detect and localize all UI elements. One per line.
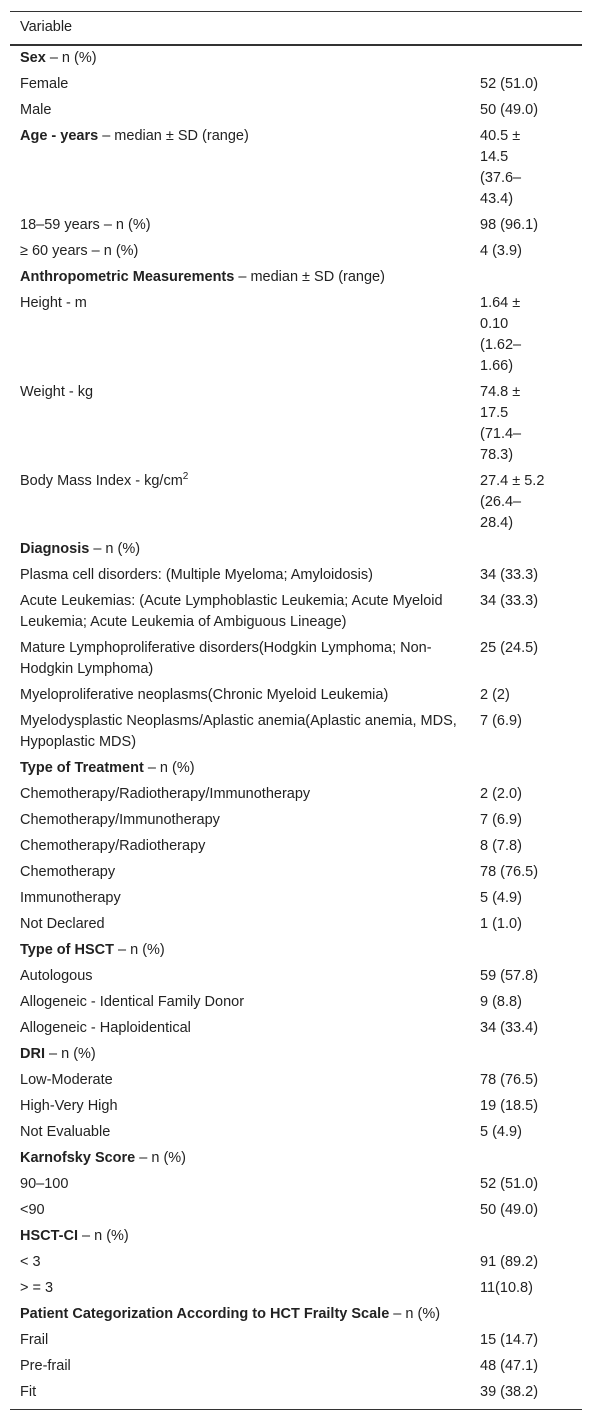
- row-label-text: Allogeneic - Identical Family Donor: [20, 994, 245, 1010]
- row-label-text: Female: [20, 76, 69, 92]
- section-unit: – n (%): [389, 1306, 441, 1322]
- row-label: [10, 1276, 470, 1302]
- row-label-text: Myelodysplastic Neoplasms/Aplastic anemia(Aplastic anemia, MDS, Hypoplastic MDS): [20, 713, 457, 750]
- section-title: Sex: [20, 50, 46, 66]
- table-row: [10, 1354, 582, 1380]
- table-row: [10, 964, 582, 990]
- row-value: 48 (47.1): [480, 1358, 539, 1374]
- table-header: [10, 12, 582, 46]
- table-row: [10, 589, 582, 636]
- section-row: [10, 938, 582, 964]
- row-value: 78 (76.5): [480, 864, 539, 880]
- section-row: [10, 1302, 582, 1328]
- value-line: 17.5: [480, 405, 509, 421]
- value-line: 27.4 ± 5.2: [480, 473, 545, 489]
- row-value: 78 (76.5): [480, 1072, 539, 1088]
- section-unit: – median ± SD (range): [234, 269, 385, 285]
- row-label-text: Fit: [20, 1384, 37, 1400]
- table-row: [10, 860, 582, 886]
- row-value: [470, 1224, 582, 1250]
- row-label-text: 18–59 years – n (%): [20, 217, 151, 233]
- row-label: [10, 239, 470, 265]
- value-line: (26.4–: [480, 494, 522, 510]
- row-value: 98 (96.1): [480, 217, 539, 233]
- table-row: [10, 886, 582, 912]
- table-row: [10, 636, 582, 683]
- row-label-text: Plasma cell disorders: (Multiple Myeloma; Amyloidosis): [20, 567, 373, 583]
- row-label-text: Acute Leukemias: (Acute Lymphoblastic Leukemia; Acute Myeloid Leukemia; Acute Leukemia of Ambiguous Lineage): [20, 593, 443, 630]
- row-label-text: Mature Lymphoproliferative disorders(Hodgkin Lymphoma; Non-Hodgkin Lymphoma): [20, 640, 432, 677]
- row-label-text: ≥ 60 years – n (%): [20, 243, 139, 259]
- row-label: [10, 98, 470, 124]
- row-value: [470, 1042, 582, 1068]
- row-value: 2 (2): [480, 687, 510, 703]
- table-row: [10, 291, 582, 380]
- row-label-text: Allogeneic - Haploidentical: [20, 1020, 191, 1036]
- row-label: [10, 589, 470, 636]
- row-value: 34 (33.4): [480, 1020, 539, 1036]
- row-value: [470, 45, 582, 72]
- section-label: [10, 45, 470, 72]
- section-unit: – n (%): [78, 1228, 129, 1244]
- table-row: [10, 709, 582, 756]
- row-label-text: Myeloproliferative neoplasms(Chronic Myeloid Leukemia): [20, 687, 389, 703]
- row-label-text: Frail: [20, 1332, 49, 1348]
- value-line: 28.4): [480, 515, 514, 531]
- table-row: [10, 1016, 582, 1042]
- section-row: [10, 1224, 582, 1250]
- table-body: [10, 45, 582, 1410]
- row-label-text: < 3: [20, 1254, 41, 1270]
- row-label-text: Chemotherapy/Radiotherapy: [20, 838, 206, 854]
- section-title: Anthropometric Measurements: [20, 269, 235, 285]
- row-value: 52 (51.0): [480, 76, 539, 92]
- table-row: [10, 808, 582, 834]
- row-label-text: 90–100: [20, 1176, 69, 1192]
- row-label: [10, 1354, 470, 1380]
- row-value: 7 (6.9): [480, 713, 522, 729]
- patient-characteristics-table: [10, 11, 582, 1410]
- row-value: [470, 291, 582, 380]
- row-value: 91 (89.2): [480, 1254, 539, 1270]
- value-line: 40.5 ±: [480, 128, 521, 144]
- table-row: [10, 1172, 582, 1198]
- section-unit: – n (%): [135, 1150, 187, 1166]
- section-label: [10, 124, 470, 213]
- row-value: [470, 265, 582, 291]
- row-value: 34 (33.3): [480, 567, 539, 583]
- row-value: [470, 469, 582, 537]
- row-label: [10, 469, 470, 537]
- row-value: 50 (49.0): [480, 1202, 539, 1218]
- value-line: 43.4): [480, 191, 514, 207]
- value-line: (37.6–: [480, 170, 522, 186]
- row-label-text: Immunotherapy: [20, 890, 121, 906]
- table-row: [10, 380, 582, 469]
- section-title: DRI: [20, 1046, 45, 1062]
- row-label: [10, 990, 470, 1016]
- row-label: [10, 1120, 470, 1146]
- row-value: 50 (49.0): [480, 102, 539, 118]
- row-label: [10, 1172, 470, 1198]
- section-label: [10, 1146, 470, 1172]
- table-row: [10, 469, 582, 537]
- section-label: [10, 1302, 582, 1328]
- table-row: [10, 1094, 582, 1120]
- value-line: 78.3): [480, 447, 514, 463]
- row-label: [10, 886, 470, 912]
- section-title: Karnofsky Score: [20, 1150, 136, 1166]
- row-value: [470, 537, 582, 563]
- table-row: [10, 782, 582, 808]
- row-label: [10, 1198, 470, 1224]
- row-label: [10, 834, 470, 860]
- table-row: [10, 683, 582, 709]
- row-label-text: Body Mass Index - kg/cm: [20, 473, 183, 489]
- row-value: 4 (3.9): [480, 243, 522, 259]
- row-label-text: Male: [20, 102, 52, 118]
- row-label: [10, 563, 470, 589]
- section-title: Diagnosis: [20, 541, 90, 557]
- value-line: 14.5: [480, 149, 509, 165]
- row-label: [10, 964, 470, 990]
- section-label: [10, 756, 470, 782]
- row-label-text: High-Very High: [20, 1098, 118, 1114]
- row-value: 34 (33.3): [480, 593, 539, 609]
- row-value: 52 (51.0): [480, 1176, 539, 1192]
- row-label: [10, 808, 470, 834]
- table-row: [10, 1276, 582, 1302]
- row-label: [10, 1380, 470, 1410]
- section-unit: – n (%): [113, 942, 165, 958]
- table-row: [10, 213, 582, 239]
- row-label-text: Weight - kg: [20, 384, 94, 400]
- row-label-text: Chemotherapy: [20, 864, 116, 880]
- unit-superscript: 2: [182, 471, 189, 483]
- section-row: [10, 1146, 582, 1172]
- value-line: 1.64 ±: [480, 295, 521, 311]
- row-label: [10, 72, 470, 98]
- row-label: [10, 380, 470, 469]
- section-label: [10, 537, 470, 563]
- value-line: 0.10: [480, 316, 509, 332]
- section-unit: – n (%): [143, 760, 195, 776]
- section-row: [10, 537, 582, 563]
- table-row: [10, 72, 582, 98]
- section-row: [10, 265, 582, 291]
- row-label: [10, 860, 470, 886]
- header-row: [10, 12, 582, 46]
- value-line: 74.8 ±: [480, 384, 521, 400]
- table-row: [10, 563, 582, 589]
- section-label: [10, 265, 470, 291]
- section-title: Type of Treatment: [20, 760, 144, 776]
- section-label: [10, 1042, 470, 1068]
- row-value: 7 (6.9): [480, 812, 522, 828]
- row-value: 59 (57.8): [480, 968, 539, 984]
- row-label: [10, 1016, 470, 1042]
- row-label-text: Not Declared: [20, 916, 105, 932]
- variable-column-header: Variable: [10, 12, 582, 46]
- section-unit: – n (%): [44, 1046, 96, 1062]
- section-row: [10, 124, 582, 213]
- table-row: [10, 1250, 582, 1276]
- row-label-text: Autologous: [20, 968, 93, 984]
- row-value: 8 (7.8): [480, 838, 522, 854]
- row-value: 5 (4.9): [480, 890, 522, 906]
- table-row: [10, 912, 582, 938]
- row-label: [10, 291, 470, 380]
- row-label: [10, 912, 470, 938]
- section-row: [10, 756, 582, 782]
- table-row: [10, 1120, 582, 1146]
- row-label-text: Chemotherapy/Immunotherapy: [20, 812, 220, 828]
- section-row: [10, 1042, 582, 1068]
- table-row: [10, 834, 582, 860]
- row-value: [470, 380, 582, 469]
- row-value: [470, 124, 582, 213]
- table-row: [10, 98, 582, 124]
- row-value: 19 (18.5): [480, 1098, 539, 1114]
- section-title: Patient Categorization According to HCT Frailty Scale: [20, 1306, 390, 1322]
- row-label: [10, 636, 470, 683]
- row-value: 25 (24.5): [480, 640, 539, 656]
- table-row: [10, 990, 582, 1016]
- row-label: [10, 709, 470, 756]
- row-label-text: Chemotherapy/Radiotherapy/Immunotherapy: [20, 786, 311, 802]
- section-title: HSCT-CI: [20, 1228, 78, 1244]
- table-row: [10, 1068, 582, 1094]
- row-value: 2 (2.0): [480, 786, 522, 802]
- row-label-text: Pre-frail: [20, 1358, 71, 1374]
- table-row: [10, 1328, 582, 1354]
- section-title: Age - years: [20, 128, 99, 144]
- row-value: [470, 1146, 582, 1172]
- value-line: (71.4–: [480, 426, 522, 442]
- row-label-text: <90: [20, 1202, 45, 1218]
- table-row: [10, 1380, 582, 1410]
- section-unit: – median ± SD (range): [98, 128, 249, 144]
- section-unit: – n (%): [45, 50, 97, 66]
- row-label-text: Height - m: [20, 295, 87, 311]
- value-line: 1.66): [480, 358, 514, 374]
- row-label: [10, 782, 470, 808]
- row-label-text: > = 3: [20, 1280, 54, 1296]
- row-value: [470, 938, 582, 964]
- section-unit: – n (%): [89, 541, 141, 557]
- row-label: [10, 1250, 470, 1276]
- row-label: [10, 213, 470, 239]
- row-label: [10, 1328, 470, 1354]
- row-value: 5 (4.9): [480, 1124, 522, 1140]
- row-value: 15 (14.7): [480, 1332, 539, 1348]
- section-title: Type of HSCT: [20, 942, 114, 958]
- row-label: [10, 1068, 470, 1094]
- row-value: 9 (8.8): [480, 994, 522, 1010]
- row-label: [10, 1094, 470, 1120]
- row-label: [10, 683, 470, 709]
- table-row: [10, 1198, 582, 1224]
- section-label: [10, 938, 470, 964]
- row-value: 11(10.8): [480, 1280, 533, 1296]
- section-label: [10, 1224, 470, 1250]
- row-value: [470, 756, 582, 782]
- row-value: 39 (38.2): [470, 1380, 582, 1410]
- value-line: (1.62–: [480, 337, 522, 353]
- section-row: [10, 45, 582, 72]
- row-label-text: Not Evaluable: [20, 1124, 111, 1140]
- table-row: [10, 239, 582, 265]
- row-value: 1 (1.0): [480, 916, 522, 932]
- row-label-text: Low-Moderate: [20, 1072, 113, 1088]
